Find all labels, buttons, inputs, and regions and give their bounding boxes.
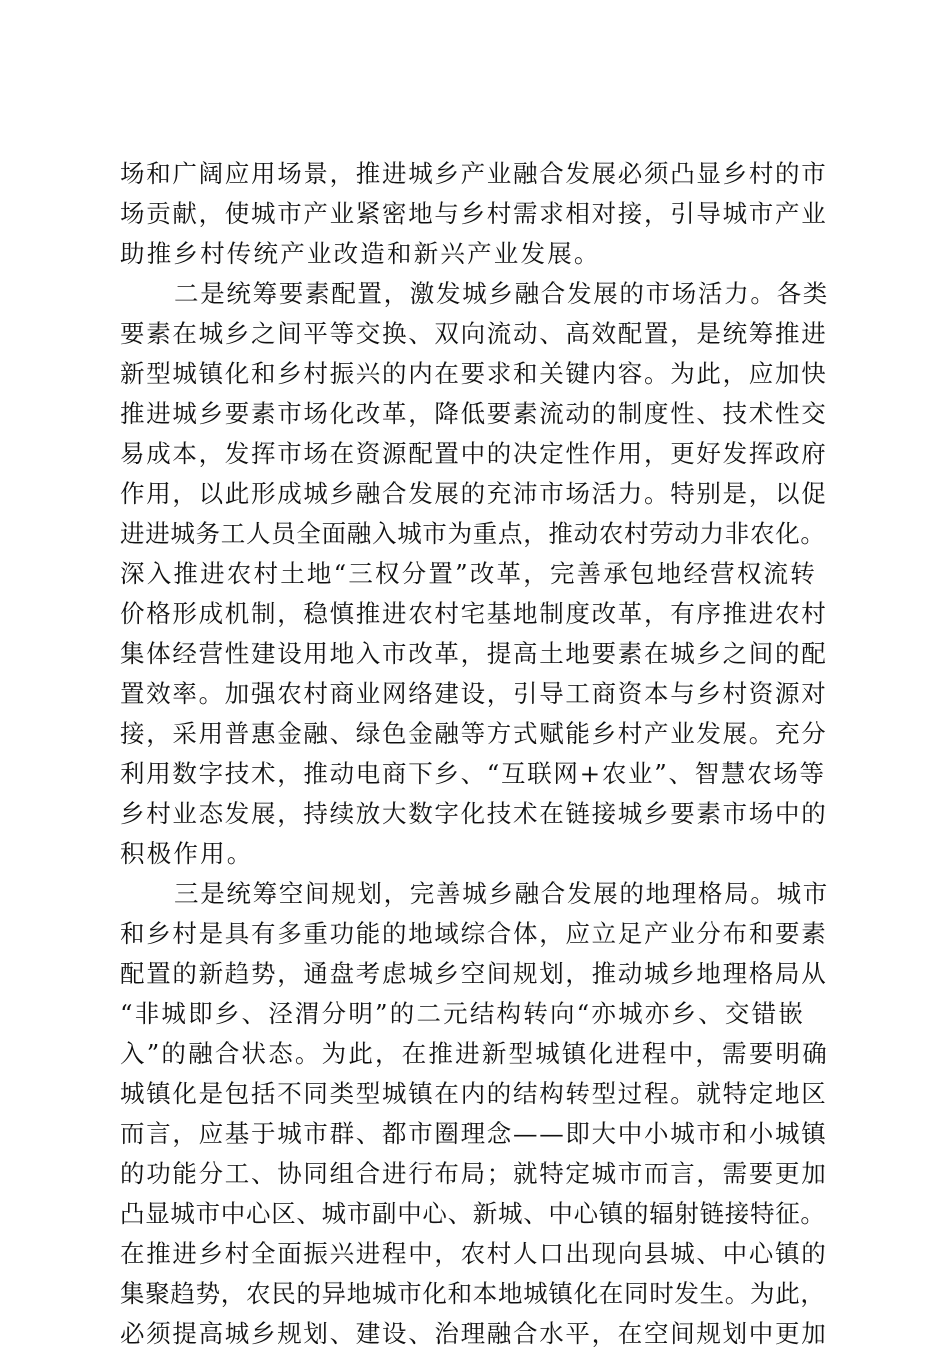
text-line: 置效率。加强农村商业网络建设，引导工商资本与乡村资源对 <box>120 679 828 708</box>
text-line: 集体经营性建设用地入市改革，提高土地要素在城乡之间的配 <box>120 639 828 668</box>
document-body-text <box>120 154 832 1354</box>
text-line: 城镇化是包括不同类型城镇在内的结构转型过程。就特定地区 <box>120 1079 828 1108</box>
text-line: 在推进乡村全面振兴进程中，农村人口出现向县城、中心镇的 <box>120 1239 828 1268</box>
paragraph-first-line: 三是统筹空间规划，完善城乡融合发展的地理格局。城市 <box>174 879 829 908</box>
text-line: 进进城务工人员全面融入城市为重点，推动农村劳动力非农化。 <box>120 519 826 548</box>
text-line: 利用数字技术，推动电商下乡、“互联网+农业”、智慧农场等 <box>120 759 826 788</box>
text-line: 推进城乡要素市场化改革，降低要素流动的制度性、技术性交 <box>120 399 828 428</box>
text-line: 入”的融合状态。为此，在推进新型城镇化进程中，需要明确 <box>120 1039 829 1068</box>
text-line: 接，采用普惠金融、绿色金融等方式赋能乡村产业发展。充分 <box>120 719 828 748</box>
text-line: 积极作用。 <box>120 839 254 868</box>
text-line: 的功能分工、协同组合进行布局；就特定城市而言，需要更加 <box>120 1159 828 1188</box>
text-line: 乡村业态发展，持续放大数字化技术在链接城乡要素市场中的 <box>120 799 828 828</box>
paragraph-first-line: 二是统筹要素配置，激发城乡融合发展的市场活力。各类 <box>174 279 829 308</box>
text-line: 作用，以此形成城乡融合发展的充沛市场活力。特别是，以促 <box>120 479 828 508</box>
text-line: 和乡村是具有多重功能的地域综合体，应立足产业分布和要素 <box>120 919 828 948</box>
text-line: 要素在城乡之间平等交换、双向流动、高效配置，是统筹推进 <box>120 319 828 348</box>
text-line: “非城即乡、泾渭分明”的二元结构转向“亦城亦乡、交错嵌 <box>120 999 805 1028</box>
text-line: 助推乡村传统产业改造和新兴产业发展。 <box>120 239 601 268</box>
text-line: 而言，应基于城市群、都市圈理念——即大中小城市和小城镇 <box>120 1119 828 1148</box>
text-line: 价格形成机制，稳慎推进农村宅基地制度改革，有序推进农村 <box>120 599 828 628</box>
text-line: 集聚趋势，农民的异地城市化和本地城镇化在同时发生。为此， <box>120 1279 826 1308</box>
text-line: 易成本，发挥市场在资源配置中的决定性作用，更好发挥政府 <box>120 439 828 468</box>
text-line: 深入推进农村土地“三权分置”改革，完善承包地经营权流转 <box>120 559 817 588</box>
text-line: 场和广阔应用场景，推进城乡产业融合发展必须凸显乡村的市 <box>120 159 828 188</box>
text-line: 配置的新趋势，通盘考虑城乡空间规划，推动城乡地理格局从 <box>120 959 828 988</box>
text-line: 必须提高城乡规划、建设、治理融合水平，在空间规划中更加 <box>120 1319 828 1348</box>
text-line: 新型城镇化和乡村振兴的内在要求和关键内容。为此，应加快 <box>120 359 828 388</box>
text-line: 场贡献，使城市产业紧密地与乡村需求相对接，引导城市产业 <box>120 199 828 228</box>
text-line: 凸显城市中心区、城市副中心、新城、中心镇的辐射链接特征。 <box>120 1199 826 1228</box>
